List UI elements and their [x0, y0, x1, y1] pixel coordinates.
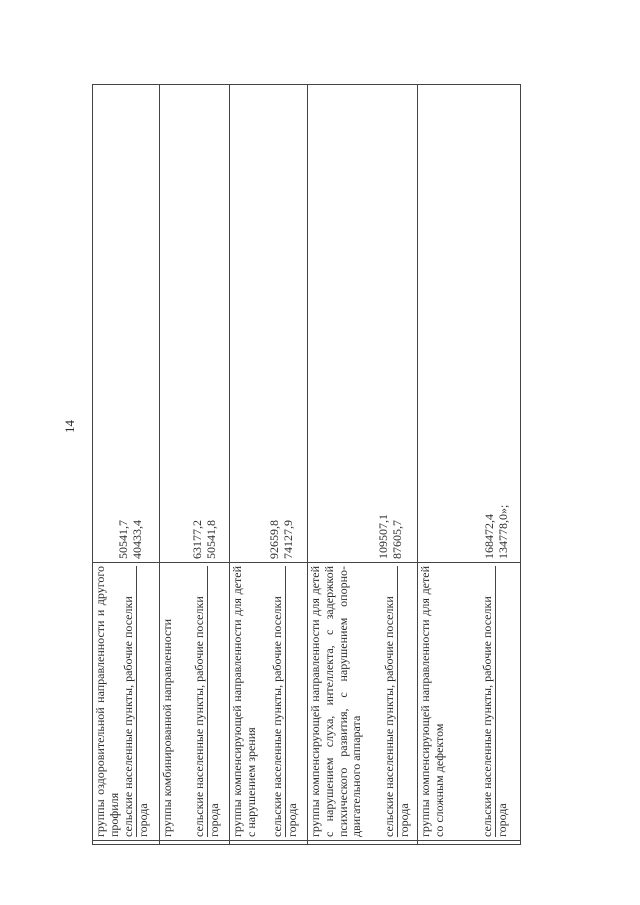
table-row: [160, 85, 230, 845]
value-rural: 109507,1: [376, 514, 390, 559]
value-urban: 50541,8: [203, 520, 218, 559]
value-rural: 63177,2: [190, 520, 204, 559]
category-title: группы компенсирующей направленности для детей со сложным дефектом: [418, 566, 446, 837]
subcategory-urban: города: [396, 803, 411, 837]
value-rural: 50541,7: [116, 520, 130, 559]
value-urban: 134778,0»;: [495, 504, 510, 559]
subcategory-urban: города: [135, 803, 150, 837]
subcategory-urban: города: [284, 803, 299, 837]
value-cell: [418, 85, 521, 563]
category-cell: [93, 563, 160, 841]
category-cell: [308, 563, 418, 841]
rates-table: [92, 84, 521, 845]
value-urban: 74127,9: [280, 520, 295, 559]
subcategory-urban: города: [206, 803, 221, 837]
subcategory-rural: сельские населенные пункты, рабочие поселки: [383, 566, 398, 837]
table-row: [230, 85, 308, 845]
category-title: группы компенсирующей направленности для детей с нарушением слуха, интеллекта, с задержкой психического развития, с нарушением опорно-двигательного аппарата: [308, 566, 364, 837]
value-cell: [93, 85, 160, 563]
value-cell: [230, 85, 308, 563]
category-title: группы комбинированной направленности: [160, 618, 174, 837]
value-cell: [308, 85, 418, 563]
table-row: [308, 85, 418, 845]
subcategory-rural: сельские населенные пункты, рабочие поселки: [193, 566, 208, 837]
empty-cell: [93, 841, 160, 845]
empty-cell: [230, 841, 308, 845]
value-rural: 92659,8: [267, 520, 281, 559]
empty-cell: [308, 841, 418, 845]
category-cell: [160, 563, 230, 841]
subcategory-rural: сельские населенные пункты, рабочие поселки: [122, 566, 137, 837]
category-title: группы оздоровительной направленности и другого профиля: [93, 566, 121, 837]
page-number: 14: [62, 420, 77, 433]
value-rural: 168472,4: [482, 514, 496, 559]
category-cell: [230, 563, 308, 841]
rotated-table-wrapper: [92, 85, 520, 845]
table-row: [93, 85, 160, 845]
category-cell: [418, 563, 521, 841]
value-urban: 87605,7: [389, 520, 404, 559]
subcategory-rural: сельские населенные пункты, рабочие поселки: [481, 566, 496, 837]
subcategory-rural: сельские населенные пункты, рабочие поселки: [271, 566, 286, 837]
table-row: [418, 85, 521, 845]
subcategory-urban: города: [494, 803, 509, 837]
empty-cell: [160, 841, 230, 845]
value-cell: [160, 85, 230, 563]
value-urban: 40433,4: [129, 520, 144, 559]
empty-cell: [418, 841, 521, 845]
category-title: группы компенсирующей направленности для детей с нарушением зрения: [230, 566, 258, 837]
